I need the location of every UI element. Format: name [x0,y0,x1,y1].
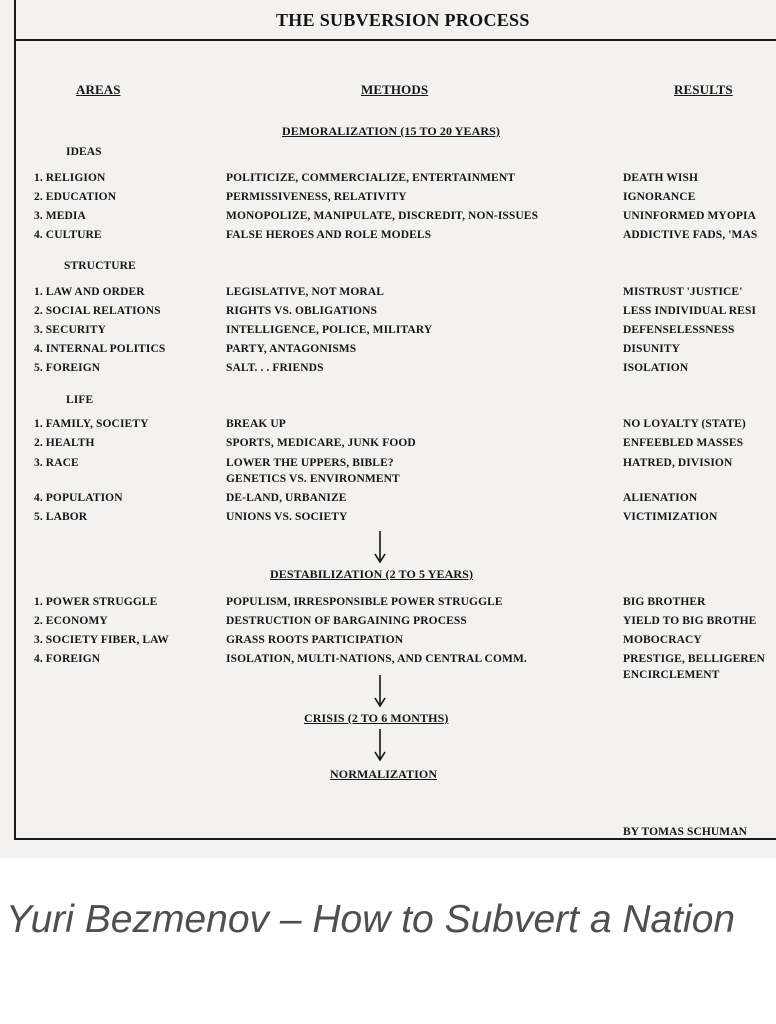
column-header-results: RESULTS [674,82,733,97]
method-society-fiber-law: GRASS ROOTS PARTICIPATION [226,634,404,646]
area-health: 2. HEALTH [34,437,95,449]
result-economy: YIELD TO BIG BROTHE [623,615,757,627]
area-family-society: 1. FAMILY, SOCIETY [34,418,149,430]
result-health: ENFEEBLED MASSES [623,437,744,449]
result-power-struggle: BIG BROTHER [623,596,706,608]
area-society-fiber-law: 3. SOCIETY FIBER, LAW [34,634,169,646]
area-foreign: 5. FOREIGN [34,362,101,374]
column-header-methods: METHODS [361,82,429,97]
method-internal-politics: PARTY, ANTAGONISMS [226,343,357,355]
area-foreign-destabilization: 4. FOREIGN [34,653,101,665]
phase-demoralization: DEMORALIZATION (15 TO 20 YEARS) [282,124,501,138]
result-media: UNINFORMED MYOPIA [623,210,756,222]
method-religion: POLITICIZE, COMMERCIALIZE, ENTERTAINMENT [226,172,516,184]
down-arrow-icon [372,674,388,708]
result-population: ALIENATION [623,492,698,504]
area-labor: 5. LABOR [34,511,88,523]
result-foreign-destabilization-continued: ENCIRCLEMENT [623,669,720,681]
method-social-relations: RIGHTS VS. OBLIGATIONS [226,305,378,317]
result-security: DEFENSELESSNESS [623,324,735,336]
area-population: 4. POPULATION [34,492,123,504]
method-labor: UNIONS VS. SOCIETY [226,511,348,523]
method-culture: FALSE HEROES AND ROLE MODELS [226,229,432,241]
area-power-struggle: 1. POWER STRUGGLE [34,596,158,608]
title-divider [14,39,776,41]
method-education: PERMISSIVENESS, RELATIVITY [226,191,407,203]
method-race-continued: GENETICS VS. ENVIRONMENT [226,473,400,485]
phase-crisis: CRISIS (2 TO 6 MONTHS) [304,711,449,725]
result-culture: ADDICTIVE FADS, 'MAS [623,229,758,241]
down-arrow-icon [372,530,388,564]
down-arrow-icon [372,728,388,762]
method-media: MONOPOLIZE, MANIPULATE, DISCREDIT, NON-ISSUES [226,210,539,222]
method-power-struggle: POPULISM, IRRESPONSIBLE POWER STRUGGLE [226,596,503,608]
result-religion: DEATH WISH [623,172,699,184]
result-foreign: ISOLATION [623,362,689,374]
document-title: THE SUBVERSION PROCESS [276,10,530,30]
column-header-areas: AREAS [76,82,121,97]
phase-normalization: NORMALIZATION [330,767,438,781]
method-foreign-destabilization: ISOLATION, MULTI-NATIONS, AND CENTRAL COMM. [226,653,527,665]
result-education: IGNORANCE [623,191,696,203]
area-race: 3. RACE [34,457,79,469]
area-security: 3. SECURITY [34,324,107,336]
byline: BY TOMAS SCHUMAN [623,826,748,838]
method-health: SPORTS, MEDICARE, JUNK FOOD [226,437,416,449]
result-race: HATRED, DIVISION [623,457,733,469]
result-law-and-order: MISTRUST 'JUSTICE' [623,286,743,298]
result-society-fiber-law: MOBOCRACY [623,634,702,646]
method-security: INTELLIGENCE, POLICE, MILITARY [226,324,433,336]
method-economy: DESTRUCTION OF BARGAINING PROCESS [226,615,467,627]
area-education: 2. EDUCATION [34,191,117,203]
area-media: 3. MEDIA [34,210,86,222]
method-foreign: SALT. . . FRIENDS [226,362,324,374]
result-family-society: NO LOYALTY (STATE) [623,418,746,430]
method-law-and-order: LEGISLATIVE, NOT MORAL [226,286,385,298]
method-population: DE-LAND, URBANIZE [226,492,347,504]
section-heading-structure: STRUCTURE [64,260,136,272]
section-heading-life: LIFE [66,394,94,406]
method-race: LOWER THE UPPERS, BIBLE? [226,457,394,469]
area-social-relations: 2. SOCIAL RELATIONS [34,305,161,317]
phase-destabilization: DESTABILIZATION (2 TO 5 YEARS) [270,567,474,581]
area-internal-politics: 4. INTERNAL POLITICS [34,343,166,355]
area-culture: 4. CULTURE [34,229,102,241]
area-religion: 1. RELIGION [34,172,106,184]
result-social-relations: LESS INDIVIDUAL RESI [623,305,757,317]
method-family-society: BREAK UP [226,418,286,430]
result-labor: VICTIMIZATION [623,511,718,523]
result-foreign-destabilization: PRESTIGE, BELLIGEREN [623,653,765,665]
result-internal-politics: DISUNITY [623,343,681,355]
section-heading-ideas: IDEAS [66,146,102,158]
image-caption: Yuri Bezmenov – How to Subvert a Nation [6,898,736,941]
area-law-and-order: 1. LAW AND ORDER [34,286,145,298]
area-economy: 2. ECONOMY [34,615,108,627]
